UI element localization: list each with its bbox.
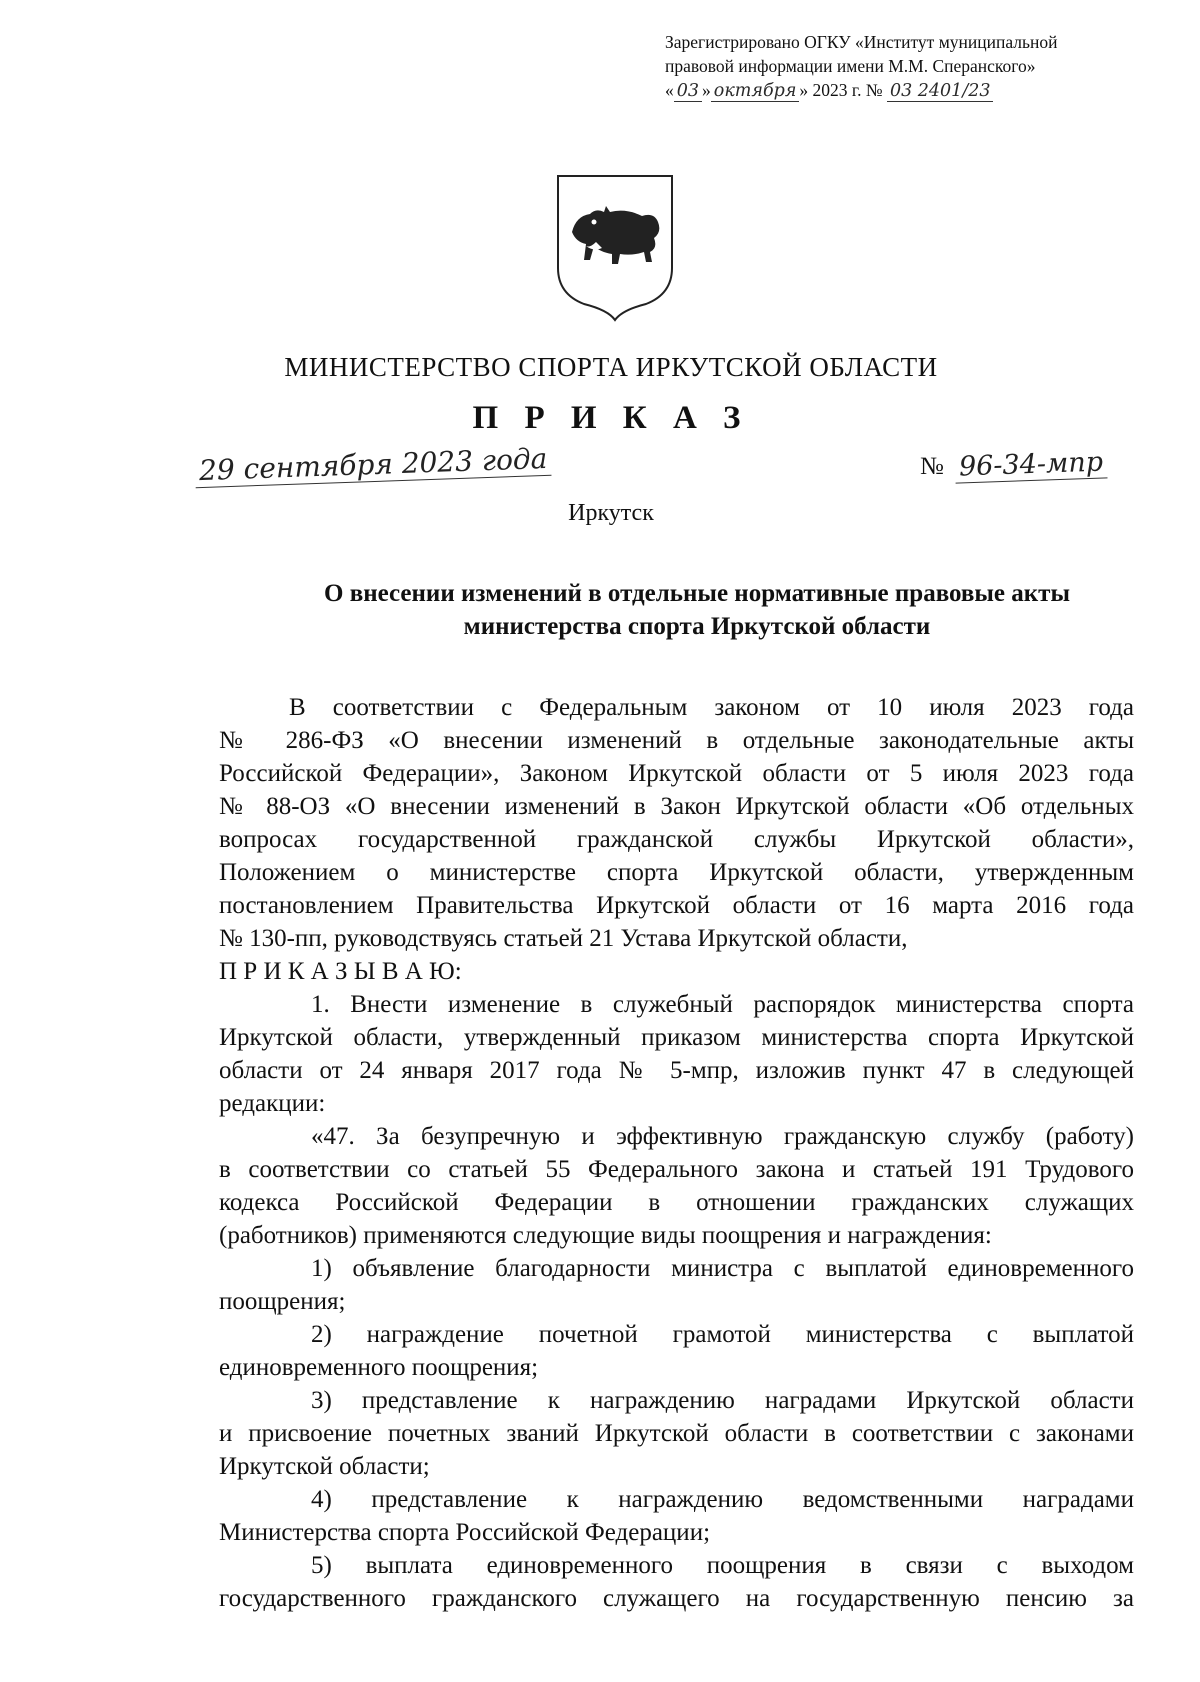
body-line: 4) представление к награждению ведомственными наградами — [311, 1486, 1134, 1513]
body-line: Российской Федерации», Законом Иркутской области от 5 июля 2023 года — [219, 760, 1134, 787]
document-body — [219, 691, 1134, 1615]
body-line: Иркутской области; — [219, 1453, 430, 1480]
coat-of-arms-icon — [550, 172, 680, 322]
body-line: государственного гражданского служащего на государственную пенсию за — [219, 1585, 1134, 1612]
document-heading — [262, 577, 1132, 643]
registration-line-1: Зарегистрировано ОГКУ «Институт муниципальной — [665, 32, 1058, 52]
heading-line-1: О внесении изменений в отдельные нормативные правовые акты — [324, 580, 1070, 607]
body-line: Министерства спорта Российской Федерации; — [219, 1519, 711, 1546]
order-number: 96-34-мпр — [954, 446, 1107, 483]
registration-number: 03 2401/23 — [887, 81, 994, 102]
body-line: В соответствии с Федеральным законом от 10 июля 2023 года — [289, 694, 1134, 721]
registration-day: 03 — [674, 81, 702, 102]
city: Иркутск — [568, 500, 654, 526]
body-line: «47. За безупречную и эффективную гражданскую службу (работу) — [311, 1123, 1134, 1150]
order-title: П Р И К А З — [472, 400, 750, 436]
quote-open: « — [665, 80, 674, 100]
order-date: 29 сентября 2023 года — [195, 442, 552, 488]
registration-year: 2023 г. № — [812, 80, 883, 100]
body-line: единовременного поощрения; — [219, 1354, 539, 1381]
ministry-name: МИНИСТЕРСТВО СПОРТА ИРКУТСКОЙ ОБЛАСТИ — [284, 352, 938, 382]
body-line: в соответствии со статьей 55 Федерального закона и статьей 191 Трудового — [219, 1156, 1134, 1183]
registration-month: октября — [711, 81, 800, 102]
decree-word: П Р И К А З Ы В А Ю: — [219, 958, 462, 985]
body-line: 3) представление к награждению наградами Иркутской области — [311, 1387, 1134, 1414]
body-line: № 286-ФЗ «О внесении изменений в отдельные законодательные акты — [219, 727, 1134, 754]
body-line: вопросах государственной гражданской службы Иркутской области», — [219, 826, 1134, 853]
heading-line-2: министерства спорта Иркутской области — [463, 613, 931, 640]
registration-stamp — [665, 30, 1135, 103]
order-number-label: № — [920, 453, 944, 480]
body-line: 1) объявление благодарности министра с выплатой единовременного — [311, 1255, 1134, 1282]
body-line: (работников) применяются следующие виды поощрения и награждения: — [219, 1222, 992, 1249]
body-line: поощрения; — [219, 1288, 346, 1315]
registration-line-2: правовой информации имени М.М. Сперанского» — [665, 56, 1036, 76]
body-line: № 88-ОЗ «О внесении изменений в Закон Иркутской области «Об отдельных — [219, 793, 1134, 820]
body-line: № 130-пп, руководствуясь статьей 21 Устава Иркутской области, — [219, 925, 908, 952]
body-line: 1. Внести изменение в служебный распорядок министерства спорта — [311, 991, 1134, 1018]
body-line: постановлением Правительства Иркутской области от 16 марта 2016 года — [219, 892, 1134, 919]
body-line: 5) выплата единовременного поощрения в связи с выходом — [311, 1552, 1134, 1579]
registration-line-3: « 03 » октября » 2023 г. № 03 2401/23 — [665, 78, 1135, 103]
body-line: Положением о министерстве спорта Иркутской области, утвержденным — [219, 859, 1134, 886]
body-line: 2) награждение почетной грамотой министерства с выплатой — [311, 1321, 1134, 1348]
body-line: области от 24 января 2017 года № 5-мпр, изложив пункт 47 в следующей — [219, 1057, 1134, 1084]
body-line: редакции: — [219, 1090, 326, 1117]
quote-close: » — [702, 80, 711, 100]
body-line: кодекса Российской Федерации в отношении гражданских служащих — [219, 1189, 1134, 1216]
body-line: Иркутской области, утвержденный приказом министерства спорта Иркутской — [219, 1024, 1134, 1051]
body-line: и присвоение почетных званий Иркутской области в соответствии с законами — [219, 1420, 1134, 1447]
